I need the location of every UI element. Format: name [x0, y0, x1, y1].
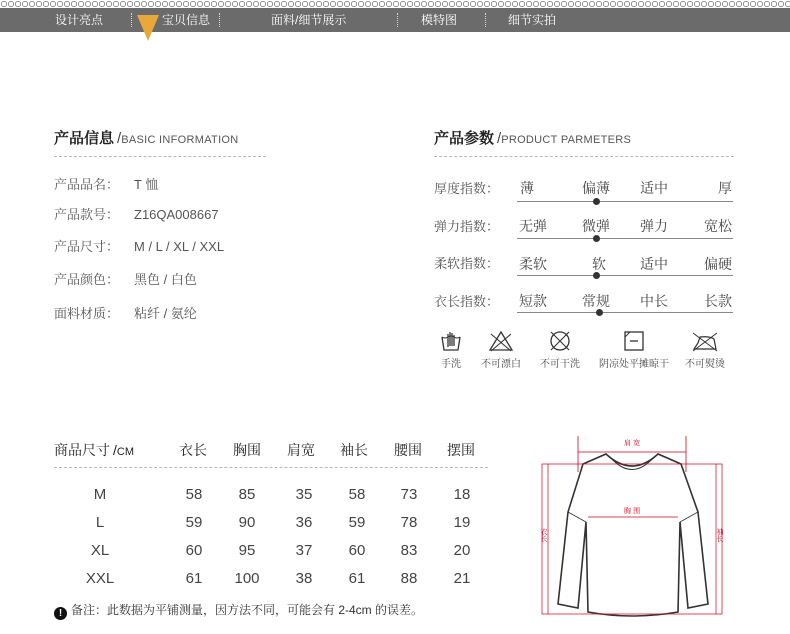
- param-option: 短款: [519, 293, 547, 309]
- table-cell: 61: [348, 570, 366, 587]
- param-option: 宽松: [704, 218, 732, 234]
- param-option: 柔软: [519, 256, 547, 272]
- column-header: 肩宽: [287, 442, 315, 458]
- info-label: 产品品名：: [54, 177, 120, 192]
- table-cell: 83: [400, 542, 418, 559]
- nav-separator: [219, 13, 220, 27]
- divider: [54, 467, 488, 468]
- param-label-thickness: 厚度指数：: [434, 181, 500, 196]
- basic-info-title: 产品信息: [54, 130, 115, 147]
- care-label: 不可漂白: [481, 359, 521, 370]
- table-cell: 61: [185, 570, 203, 587]
- basic-info-subtitle: BASIC INFORMATION: [121, 134, 239, 146]
- care-label: 不可干洗: [540, 359, 580, 370]
- info-label: 产品尺寸：: [54, 239, 120, 254]
- table-cell: 100: [234, 570, 260, 587]
- info-value: 黑色 / 白色: [134, 272, 197, 287]
- param-option: 偏硬: [704, 256, 732, 272]
- note-text: 备注：此数据为平铺测量，因方法不同，可能会有 2-4cm 的误差。: [71, 603, 424, 617]
- nav-separator: [485, 13, 486, 27]
- size-table-unit: CM: [116, 446, 134, 458]
- param-label-elasticity: 弹力指数：: [434, 219, 500, 234]
- param-option: 中长: [640, 293, 668, 309]
- param-scale-line: [517, 238, 733, 239]
- chest-label: 胸 围: [623, 507, 641, 515]
- param-selected-marker: [593, 235, 600, 242]
- hand-wash-icon: [439, 329, 463, 353]
- nav-item-design-highlights[interactable]: 设计亮点: [55, 13, 104, 27]
- nav-item-product-info[interactable]: 宝贝信息: [162, 13, 211, 27]
- divider: [434, 156, 734, 157]
- info-row-name: [54, 174, 158, 193]
- info-row-sizes: [54, 236, 224, 255]
- table-cell: 38: [295, 570, 313, 587]
- nav-separator: [131, 13, 132, 27]
- table-cell: 21: [453, 570, 471, 587]
- table-cell: 90: [238, 514, 256, 531]
- length-label: 衣长: [540, 528, 548, 542]
- table-cell: 35: [295, 486, 313, 503]
- param-option: 偏薄: [582, 180, 610, 196]
- no-iron-icon: [690, 329, 720, 353]
- param-option: 适中: [640, 256, 668, 272]
- warning-icon: !: [54, 607, 67, 620]
- param-option: 长款: [704, 293, 732, 309]
- param-option: 弹力: [640, 218, 668, 234]
- line-dry-shade-icon: [622, 329, 646, 353]
- table-cell: 37: [295, 542, 313, 559]
- parameters-heading: 产品参数 /PRODUCT PARMETERS: [434, 130, 632, 147]
- table-cell: 88: [400, 570, 418, 587]
- parameters-title: 产品参数: [434, 130, 495, 147]
- param-option: 软: [592, 256, 606, 272]
- info-row-colors: [54, 269, 197, 288]
- table-cell: 73: [400, 486, 418, 503]
- table-cell: 58: [185, 486, 203, 503]
- active-nav-pointer: [137, 15, 159, 41]
- info-row-material: [54, 303, 197, 322]
- measurement-note: [54, 601, 423, 620]
- table-cell: 36: [295, 514, 313, 531]
- table-cell: 60: [185, 542, 203, 559]
- parameters-subtitle: PRODUCT PARMETERS: [501, 134, 632, 146]
- garment-measurement-diagram: [528, 432, 738, 622]
- column-header: 衣长: [179, 442, 207, 458]
- param-label-length: 衣长指数：: [434, 294, 500, 309]
- care-line-dry: [596, 329, 672, 370]
- care-no-bleach: [478, 329, 524, 370]
- no-bleach-icon: [488, 329, 514, 353]
- size-label: M: [93, 486, 107, 503]
- param-selected-marker: [593, 272, 600, 279]
- info-label: 产品颜色：: [54, 272, 120, 287]
- basic-info-heading: 产品信息 /BASIC INFORMATION: [54, 130, 239, 147]
- divider: [54, 156, 266, 157]
- nav-item-fabric-details[interactable]: 面料/细节展示: [271, 13, 347, 27]
- care-label: 阴凉处平摊晾干: [599, 359, 669, 370]
- care-no-dry-clean: [537, 329, 583, 370]
- nav-decoration: [0, 0, 790, 8]
- size-table-title: 商品尺寸: [54, 442, 110, 458]
- table-cell: 59: [348, 514, 366, 531]
- info-value: Z16QA008667: [134, 207, 219, 222]
- shoulder-width-label: 肩 宽: [623, 439, 641, 447]
- info-label: 产品款号：: [54, 207, 120, 222]
- top-nav: [0, 8, 790, 32]
- column-header: 摆围: [447, 442, 475, 458]
- table-cell: 95: [238, 542, 256, 559]
- sleeve-label: 袖长: [716, 528, 724, 542]
- info-label: 面料材质：: [54, 306, 120, 321]
- info-value: M / L / XL / XXL: [134, 239, 225, 254]
- table-cell: 78: [400, 514, 418, 531]
- table-cell: 59: [185, 514, 203, 531]
- size-label: XXL: [85, 570, 115, 587]
- param-scale-line: [517, 312, 733, 313]
- table-cell: 18: [453, 486, 471, 503]
- table-cell: 60: [348, 542, 366, 559]
- param-selected-marker: [596, 309, 603, 316]
- param-option: 微弹: [582, 218, 610, 234]
- info-value: T 恤: [134, 177, 159, 192]
- nav-separator: [397, 13, 398, 27]
- param-option: 无弹: [519, 218, 547, 234]
- care-hand-wash: [432, 329, 470, 370]
- param-option: 薄: [520, 180, 534, 196]
- care-label: 不可熨烫: [685, 359, 725, 370]
- nav-item-model-photos[interactable]: 模特图: [421, 13, 458, 27]
- nav-item-detail-photos[interactable]: 细节实拍: [508, 13, 557, 27]
- care-label: 手洗: [441, 359, 461, 370]
- column-header: 腰围: [394, 442, 422, 458]
- param-selected-marker: [593, 198, 600, 205]
- table-cell: 20: [453, 542, 471, 559]
- table-cell: 85: [238, 486, 256, 503]
- table-cell: 58: [348, 486, 366, 503]
- param-label-softness: 柔软指数：: [434, 256, 500, 271]
- table-cell: 19: [453, 514, 471, 531]
- care-no-iron: [682, 329, 728, 370]
- size-label: L: [95, 514, 105, 531]
- column-header: 胸围: [233, 442, 261, 458]
- param-option: 常规: [582, 293, 610, 309]
- size-label: XL: [90, 542, 110, 559]
- param-scale-line: [517, 275, 733, 276]
- param-option: 适中: [640, 180, 668, 196]
- size-table-heading: 商品尺寸 /CM: [54, 442, 134, 458]
- no-dry-clean-icon: [548, 329, 572, 353]
- info-value: 粘纤 / 氨纶: [134, 306, 197, 321]
- info-row-style-no: [54, 204, 219, 223]
- param-option: 厚: [718, 180, 732, 196]
- column-header: 袖长: [340, 442, 368, 458]
- param-scale-line: [517, 201, 733, 202]
